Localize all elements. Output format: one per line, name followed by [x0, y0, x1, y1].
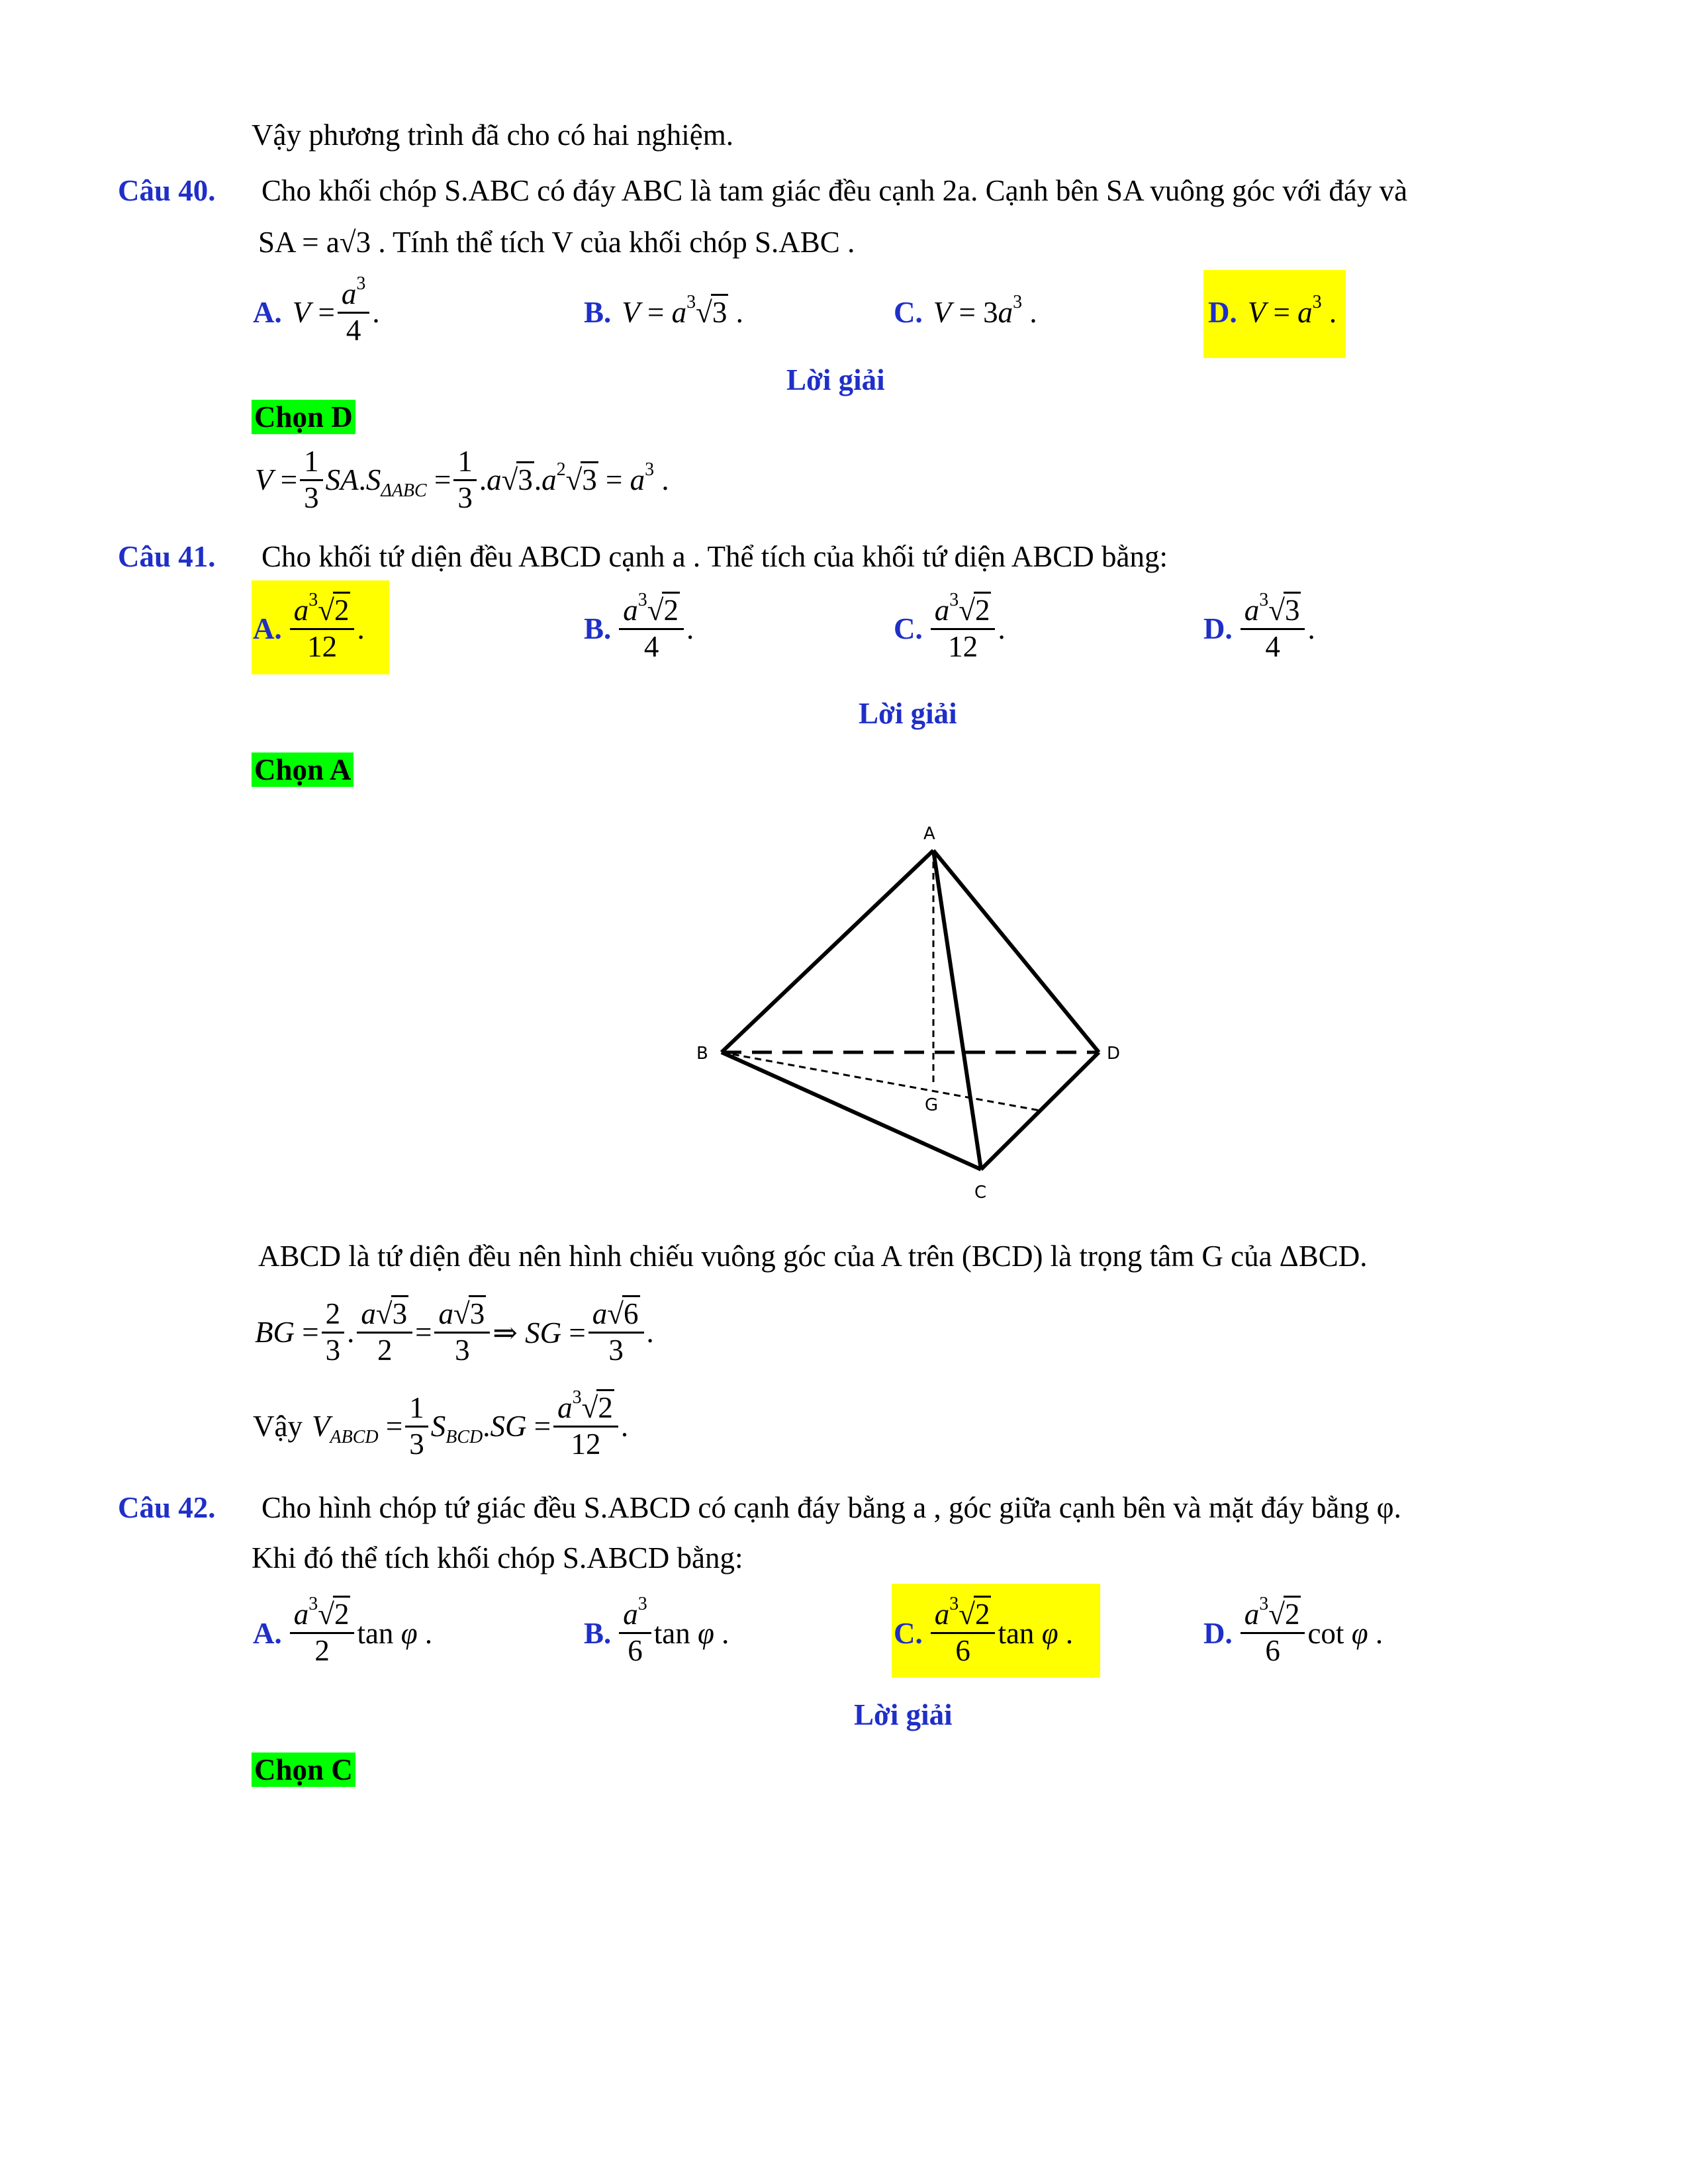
- intro-line: Vậy phương trình đã cho có hai nghiệm.: [252, 118, 734, 152]
- q42-option-b-label: B.: [584, 1616, 612, 1650]
- label-b: B: [696, 1044, 708, 1064]
- q40-text-2: SA = a√3 . Tính thể tích V của khối chóp S.ABC .: [258, 226, 855, 259]
- tetrahedron-figure: [688, 814, 1139, 1211]
- q42-text-2: Khi đó thể tích khối chóp S.ABCD bằng:: [252, 1541, 743, 1574]
- q42-option-a-label: A.: [253, 1616, 282, 1650]
- q42-option-a: A. $\frac{a^3√2}{2}$ tan φ .: [253, 1594, 433, 1667]
- q41-option-d: D. $\frac{a^3√3}{4}$ .: [1203, 589, 1315, 663]
- q40-label: Câu 40.: [118, 174, 216, 207]
- q40-option-a-label: A.: [253, 296, 282, 329]
- q41-option-a-label: A.: [253, 612, 282, 645]
- q40-option-a: A. V = $\frac{a^3}{4}$ .: [253, 273, 380, 347]
- q41-explain-1: ABCD là tứ diện đều nên hình chiếu vuông góc của A trên (BCD) là trọng tâm G của ΔBCD.: [258, 1240, 1368, 1273]
- q41-option-d-label: D.: [1203, 612, 1233, 645]
- edge-ab: [722, 850, 933, 1052]
- q42-option-c: C. $\frac{a^3√2}{6}$ tan φ .: [894, 1594, 1074, 1667]
- q41-option-c: C. $\frac{a^3√2}{12}$ .: [894, 589, 1006, 663]
- q40-option-b-label: B.: [584, 296, 612, 329]
- q41-option-c-label: C.: [894, 612, 923, 645]
- q41-solution-header: Lời giải: [859, 697, 957, 730]
- q41-formula-volume: Vậy $V_{ABCD}$ = $\frac{1}{3}$ $S_{BCD}.SG$ = $\frac{a^3√2}{12}$ .: [253, 1387, 629, 1461]
- label-a: A: [923, 824, 935, 844]
- q41-label: Câu 41.: [118, 540, 216, 573]
- q41-chon: Chọn A: [252, 752, 353, 787]
- q42-solution-header: Lời giải: [854, 1698, 953, 1731]
- q42-option-b: B. $\frac{a^3}{6}$ tan φ .: [584, 1594, 729, 1667]
- q40-solution-header: Lời giải: [786, 363, 885, 396]
- q42-label: Câu 42.: [118, 1491, 216, 1524]
- q40-option-c: C. $V = 3a^3$ .: [894, 292, 1037, 329]
- median-b: [722, 1052, 1040, 1111]
- q41-text: Cho khối tứ diện đều ABCD cạnh a . Thể tích của khối tứ diện ABCD bằng:: [261, 540, 1168, 573]
- q41-option-b-label: B.: [584, 612, 612, 645]
- q41-formula-bg: BG = $\frac{2}{3}$ . $\frac{a√3}{2}$ = $\frac{a√3}{3}$ ⇒ SG = $\frac{a√6}{3}$ .: [255, 1289, 654, 1375]
- q40-formula: V = $\frac{1}{3}$ $SA.S_{\Delta ABC}$ = $\frac{1}{3}$ $.a√3.a^2√3 = a^3$ .: [255, 444, 669, 514]
- q41-option-a: A. $\frac{a^3√2}{12}$ .: [253, 589, 365, 663]
- q40-option-c-label: C.: [894, 296, 923, 329]
- q40-text-1: Cho khối chóp S.ABC có đáy ABC là tam giác đều cạnh 2a. Cạnh bên SA vuông góc với đáy và: [261, 174, 1408, 207]
- label-d: D: [1107, 1044, 1121, 1064]
- q42-option-c-label: C.: [894, 1616, 923, 1650]
- q40-option-b: B. $V = a^3√3$ .: [584, 292, 743, 329]
- q42-text-1: Cho hình chóp tứ giác đều S.ABCD có cạnh đáy bằng a , góc giữa cạnh bên và mặt đáy bằng φ.: [261, 1491, 1401, 1524]
- edge-dc: [981, 1052, 1099, 1169]
- label-c: C: [974, 1183, 987, 1203]
- q40-option-d-label: D.: [1208, 296, 1237, 329]
- q41-vay: Vậy: [253, 1410, 303, 1443]
- q40-chon: Chọn D: [252, 400, 355, 434]
- q41-option-b: B. $\frac{a^3√2}{4}$ .: [584, 589, 694, 663]
- q40-option-d: D. $V = a^3$ .: [1208, 292, 1337, 329]
- edge-bc: [722, 1052, 981, 1169]
- q42-option-d-label: D.: [1203, 1616, 1233, 1650]
- q42-chon: Chọn C: [252, 1752, 355, 1787]
- label-g: G: [925, 1095, 939, 1115]
- q42-option-d: D. $\frac{a^3√2}{6}$ cot φ .: [1203, 1594, 1383, 1667]
